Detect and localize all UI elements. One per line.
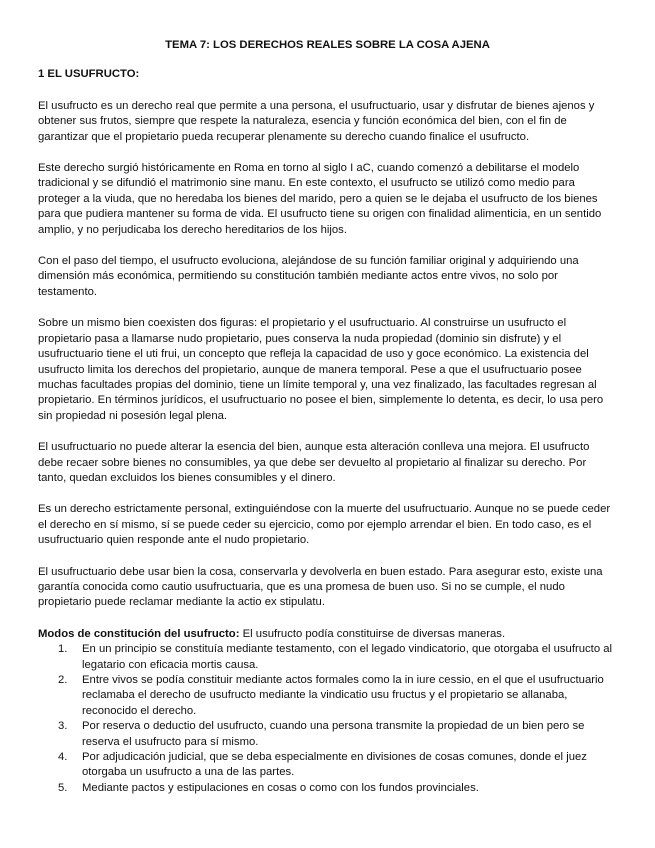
list-item-number: 3. <box>58 720 68 733</box>
modes-intro-text: El usufructo podía constituirse de diversas maneras. <box>239 627 506 640</box>
paragraph-figures: Sobre un mismo bien coexisten dos figuras: el propietario y el usufructuario. Al construirse un usufructo el propietario pasa a llamarse nudo propietario, pues conserva la nuda propiedad (dominio sin disfrute) y el usufructuario tiene el uti frui, un concepto que refleja la capacidad de uso y goce económico. La existencia del usufructo limita los derechos del propietario, aunque de manera temporal. Pese a que el usufructuario posee muchas facultades propias del dominio, tiene un límite temporal y, una vez finalizado, las facultades regresan al propietario. En términos jurídicos, el usufructuario no posee el bien, simplemente lo detenta, es decir, lo usa pero sin propiedad ni posesión legal plena. <box>38 317 604 422</box>
section-heading: 1 EL USUFRUCTO: <box>38 68 140 81</box>
list-item <box>58 719 617 750</box>
list-item-text: En un principio se constituía mediante testamento, con el legado vindicatorio, que otorgaba el usufructo al legatario con eficacia mortis causa. <box>82 643 613 671</box>
modes-heading: Modos de constitución del usufructo: <box>38 627 240 640</box>
modes-intro <box>38 627 617 642</box>
list-item-number: 1. <box>58 643 68 656</box>
paragraph-history: Este derecho surgió históricamente en Roma en torno al siglo I aC, cuando comenzó a debilitarse el modelo tradicional y se difundió el matrimonio sine manu. En este contexto, el usufructo se utilizó como medio para proteger a la viuda, que no heredaba los bienes del marido, pero a quien se le dejaba el usufructo de los bienes para que pudiera mantener su forma de vida. El usufructo tiene su origen con finalidad alimenticia, en un sentido amplio, y no perjudicaba los derecho hereditarios de los hijos. <box>38 162 602 236</box>
paragraph-essence: El usufructuario no puede alterar la esencia del bien, aunque esta alteración conlleva una mejora. El usufructo debe recaer sobre bienes no consumibles, ya que debe ser devuelto al propietario al finalizar su derecho. Por tanto, quedan excluidos los bienes consumibles y el dinero. <box>38 441 590 484</box>
paragraph-evolution: Con el paso del tiempo, el usufructo evoluciona, alejándose de su función familiar original y adquiriendo una dimensión más económica, permitiendo su constitución también mediante actos entre vivos, no solo por testamento. <box>38 255 579 298</box>
list-item-number: 2. <box>58 674 68 686</box>
paragraph-definition: El usufructo es un derecho real que permite a una persona, el usufructuario, usar y disfrutar de bienes ajenos y obtener sus frutos, siempre que respete la naturaleza, esencia y función económica del bien, con el fin de garantizar que el propietario pueda recuperar plenamente su derecho cuando finalice el usufructo. <box>38 99 595 143</box>
list-item-text: Entre vivos se podía constituir mediante actos formales como la in iure cessio, en el que el usufructuario reclamaba el derecho de usufructo mediante la vindicatio usu fructus y el propietario se allanaba, reconocido el derecho. <box>82 674 604 717</box>
list-item-text: Por reserva o deductio del usufructo, cuando una persona transmite la propiedad de un bien pero se reserva el usufructo para sí mismo. <box>82 720 585 748</box>
list-item-text: Mediante pactos y estipulaciones en cosas o como con los fundos provinciales. <box>82 781 479 794</box>
list-item <box>58 642 617 673</box>
modes-list <box>38 642 617 796</box>
document-title: TEMA 7: LOS DERECHOS REALES SOBRE LA COSA AJENA <box>165 39 490 51</box>
list-item-text: Por adjudicación judicial, que se deba especialmente en divisiones de cosas comunes, donde el juez otorgaba un usufructo a una de las partes. <box>82 751 587 779</box>
paragraph-personal-right: Es un derecho estrictamente personal, extinguiéndose con la muerte del usufructuario. Aunque no se puede ceder el derecho en sí mismo, sí se puede ceder su ejercicio, como por ejemplo arrendar el bien. En todo caso, es el usufructuario quien responde ante el nudo propietario. <box>38 503 611 547</box>
list-item <box>58 673 617 719</box>
list-item-number: 4. <box>58 751 68 764</box>
list-item <box>58 750 617 781</box>
list-item <box>58 781 617 796</box>
paragraph-obligations: El usufructuario debe usar bien la cosa, conservarla y devolverla en buen estado. Para asegurar esto, existe una garantía conocida como cautio usufructuaria, que es una promesa de buen uso. Si no se cumple, el nudo propietario puede reclamar mediante la actio ex stipulatu. <box>38 565 603 609</box>
list-item-number: 5. <box>58 781 68 794</box>
